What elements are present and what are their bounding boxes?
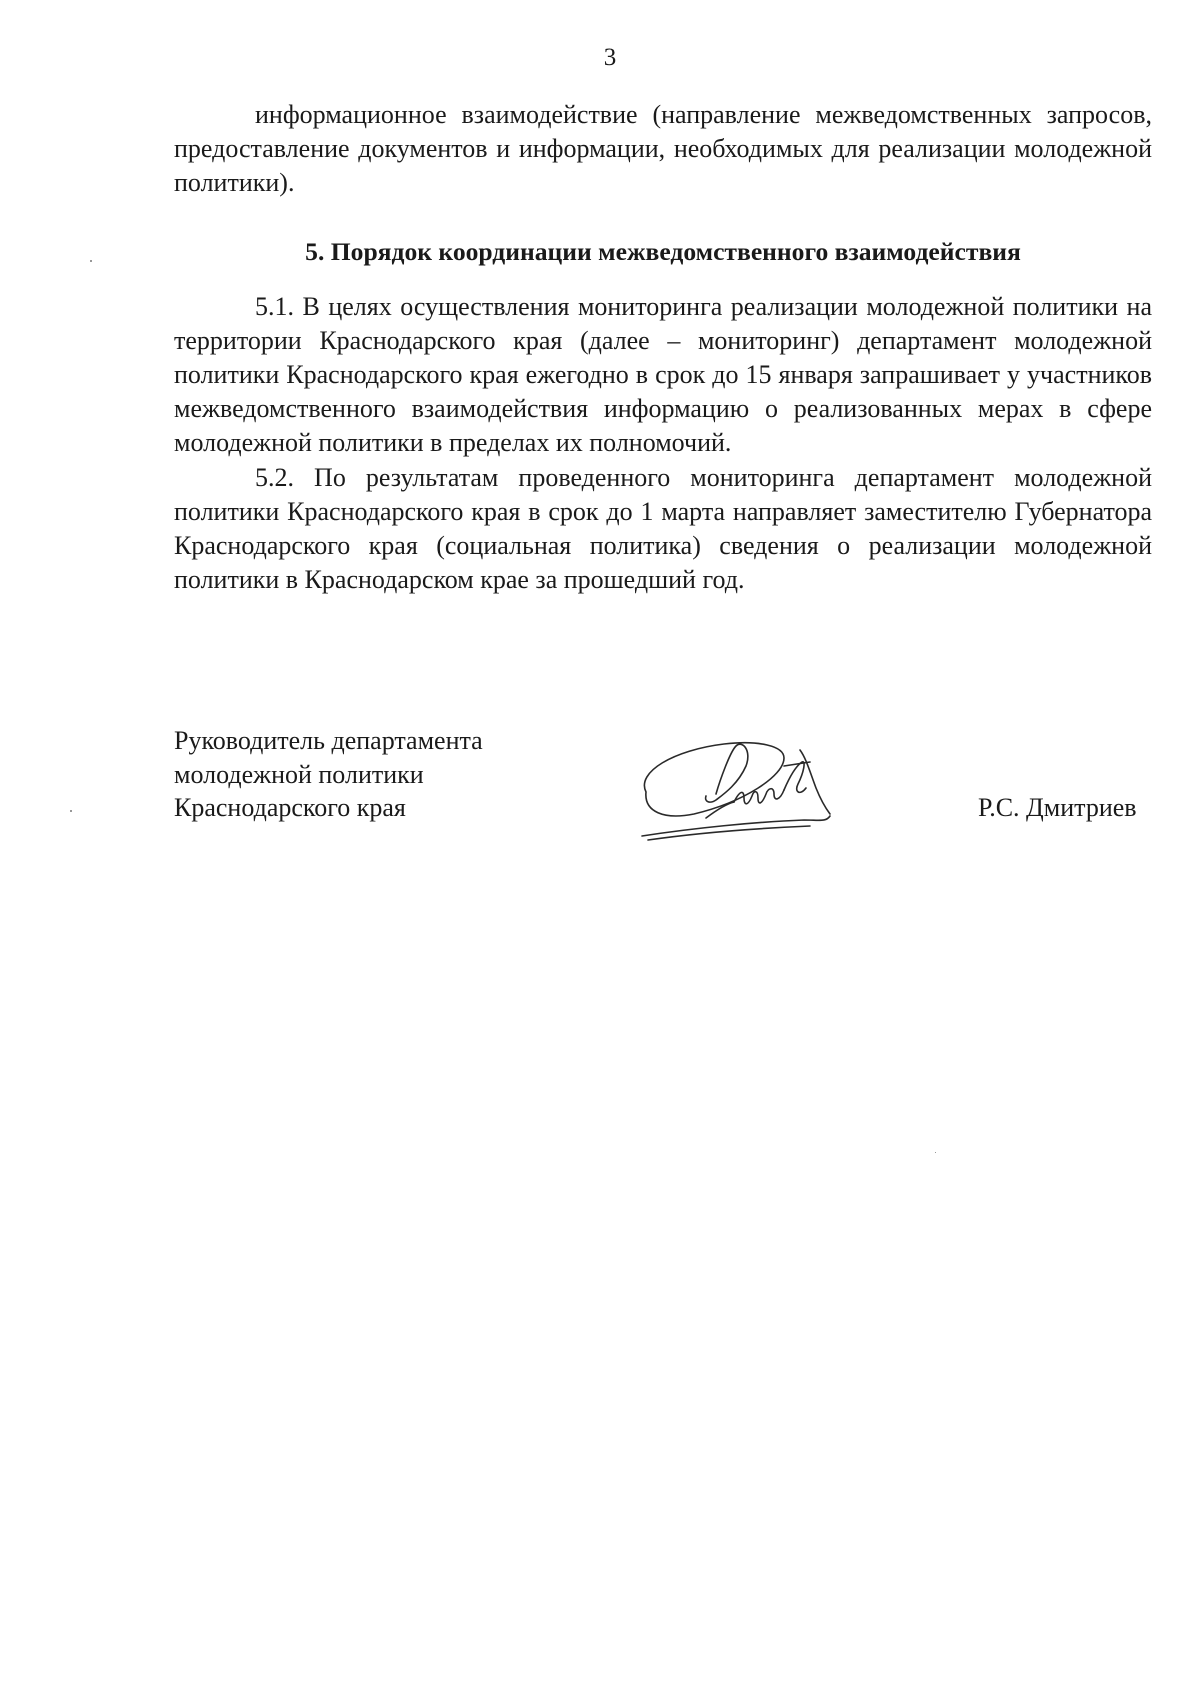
paragraph-5-1: 5.1. В целях осуществления мониторинга реализации молодежной политики на территории Краснодарского края (далее – мониторинг) департамент молодежной политики Краснодарского края ежегодно в срок до 15 января запрашивает у участников межведомственного взаимодействия информацию о реализованных мерах в сфере молодежной политики в пределах их полномочий. xyxy=(174,291,1152,458)
handwritten-signature xyxy=(634,732,874,852)
scan-speck xyxy=(70,810,72,812)
signatory-position xyxy=(174,724,483,825)
scan-speck xyxy=(90,260,92,262)
scan-speck xyxy=(935,1152,936,1153)
signatory-position-line: молодежной политики xyxy=(174,759,424,789)
signatory-position-line: Краснодарского края xyxy=(174,793,406,822)
signatory-position-line: Руководитель департамента xyxy=(174,726,483,755)
signatory-name: Р.С. Дмитриев xyxy=(978,793,1137,822)
document-body xyxy=(174,98,1152,597)
continuation-paragraph: информационное взаимодействие (направление межведомственных запросов, предоставление документов и информации, необходимых для реализации молодежной политики). xyxy=(174,100,1152,198)
section-5-heading: 5. Порядок координации межведомственного взаимодействия xyxy=(305,236,1021,266)
page-number: 3 xyxy=(603,44,617,71)
paragraph-5-2: 5.2. По результатам проведенного мониторинга департамент молодежной политики Краснодарского края в срок до 1 марта направляет заместителю Губернатора Краснодарского края (социальная политика) сведения о реализации молодежной политики в Краснодарском крае за прошедший год. xyxy=(174,462,1152,595)
